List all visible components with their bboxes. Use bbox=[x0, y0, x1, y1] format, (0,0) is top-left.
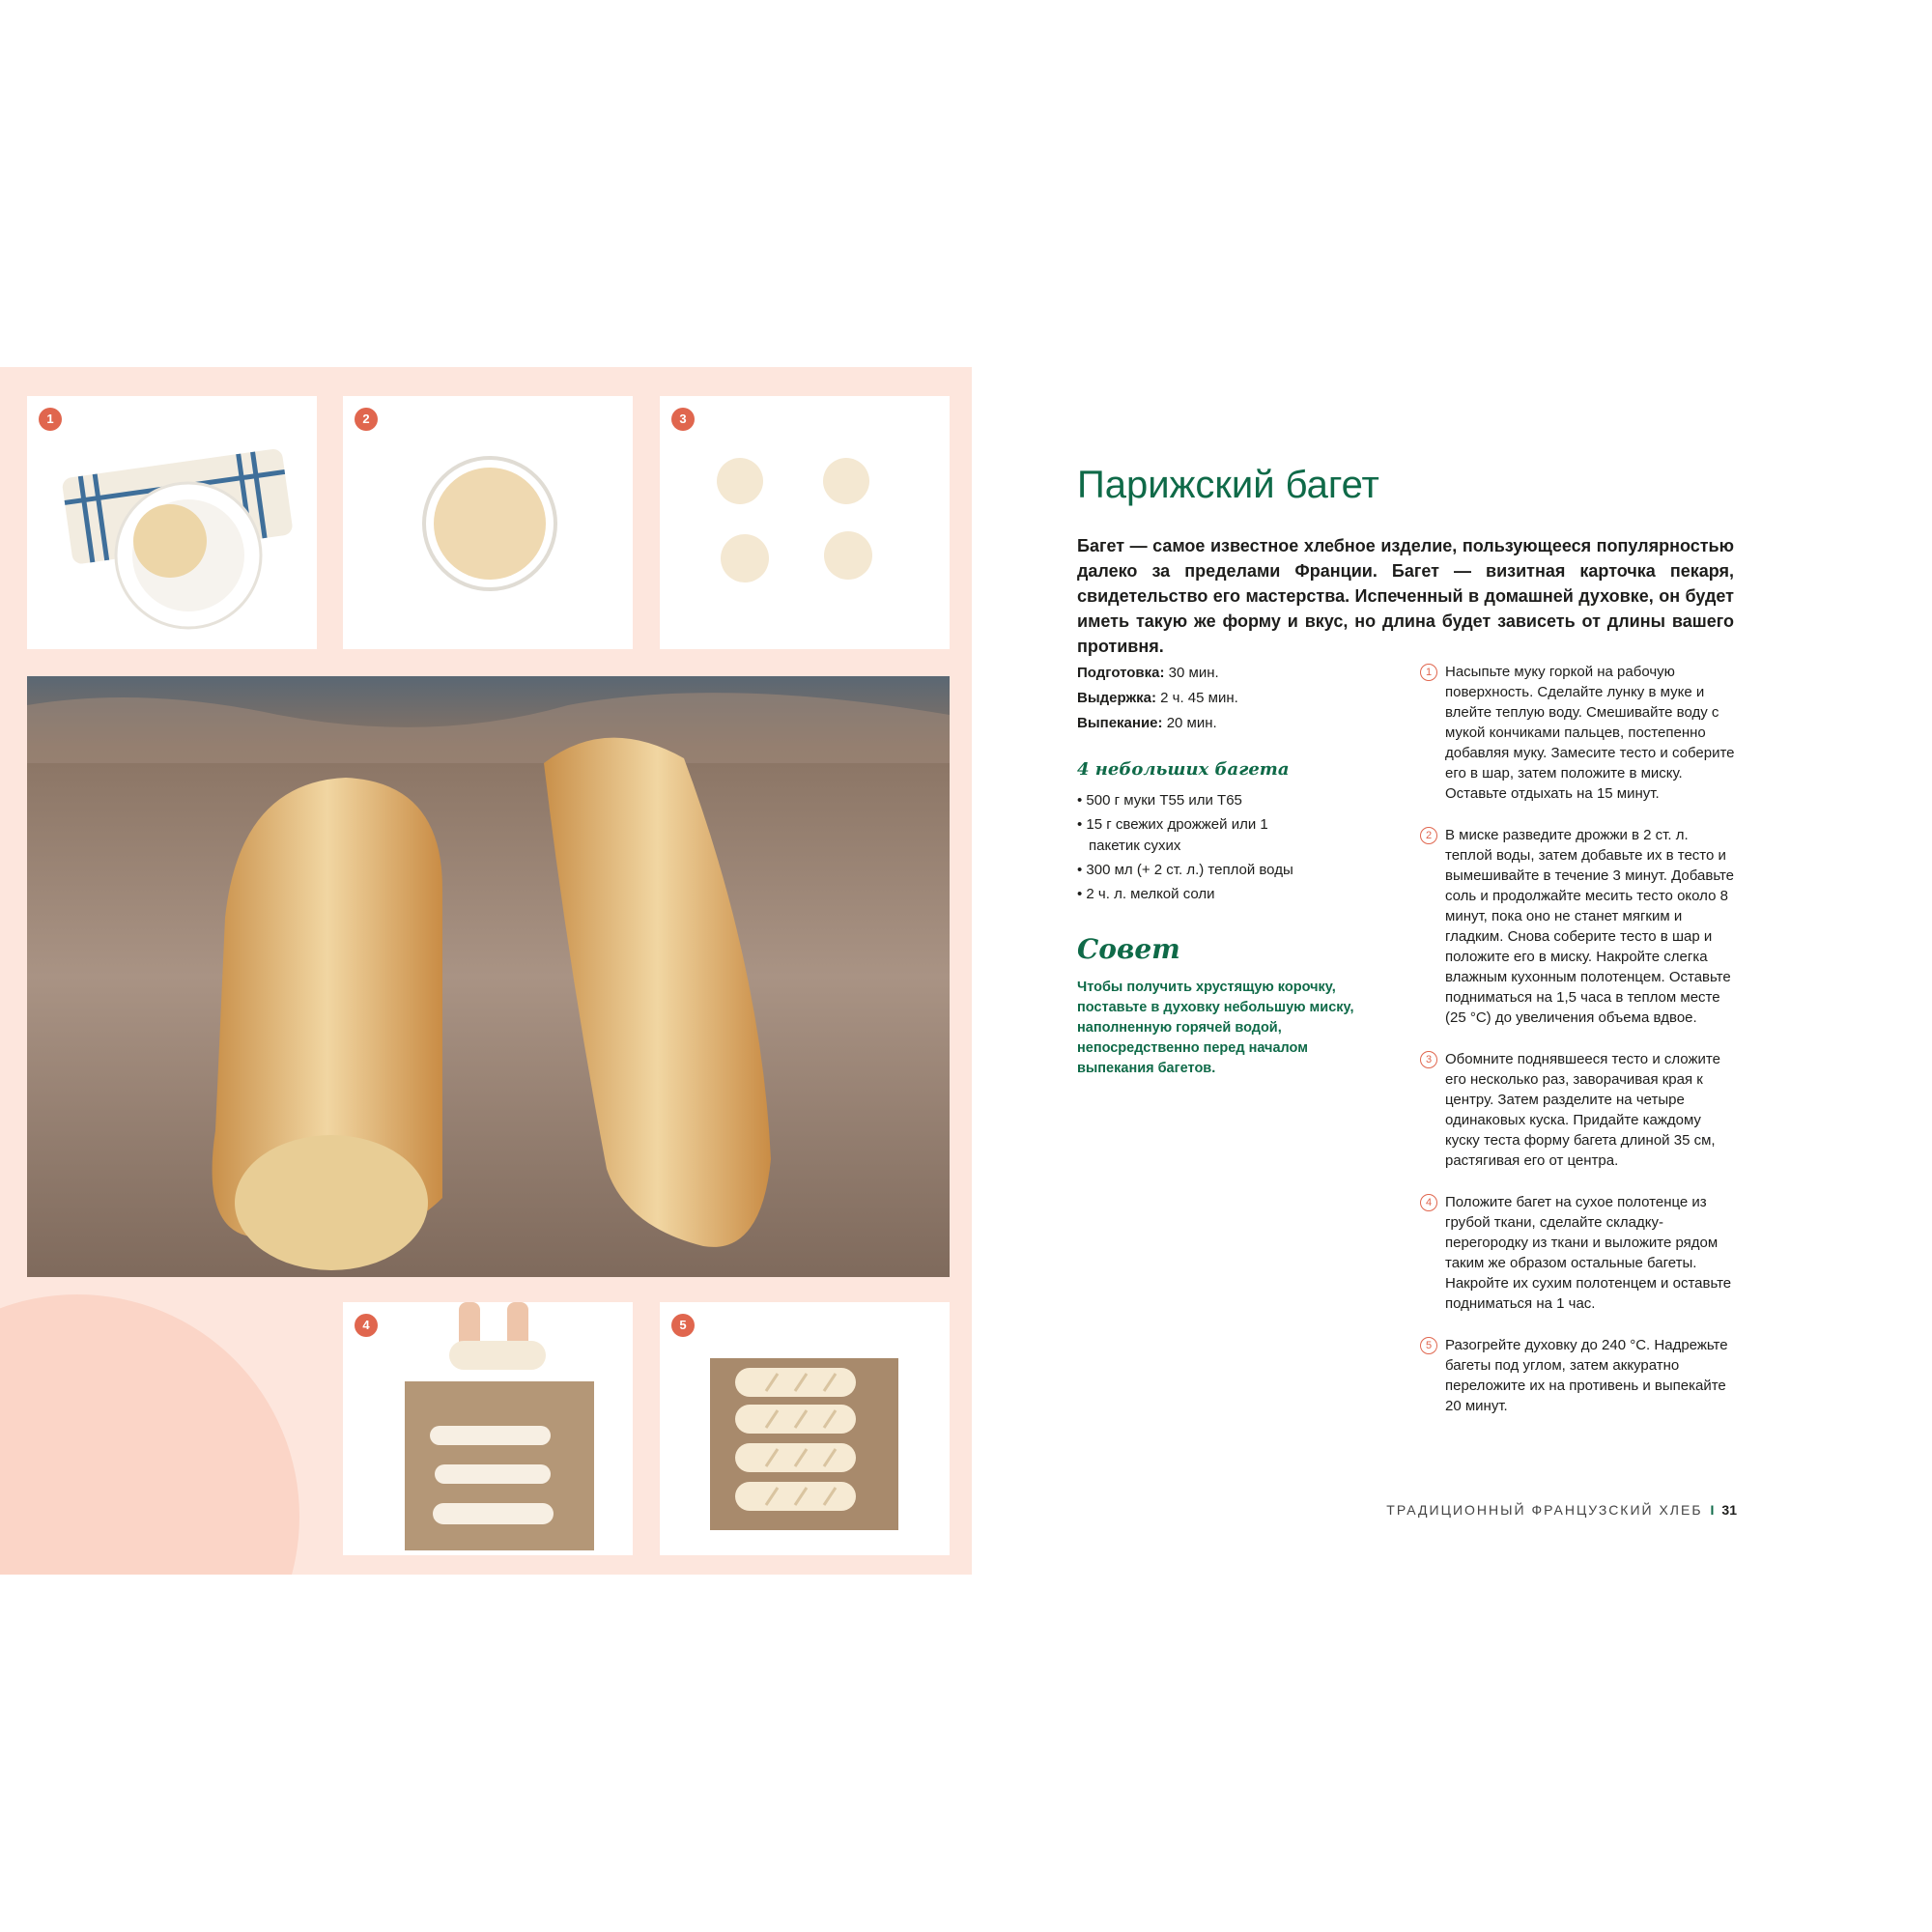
method-step bbox=[1420, 1049, 1739, 1171]
ingredient-item: • 15 г свежих дрожжей или 1 пакетик сухих bbox=[1077, 816, 1268, 854]
ingredient-item: • 300 мл (+ 2 ст. л.) теплой воды bbox=[1077, 862, 1293, 878]
step-text: Обомните поднявшееся тесто и сложите его несколько раз, заворачивая края к центру. Затем разделите на четыре одинаковых куска. Придайте каждому куску теста форму багета длиной 35 см, растягивая его от центра. bbox=[1445, 1051, 1720, 1169]
step-badge-4: 4 bbox=[355, 1314, 378, 1337]
tip-title: Совет bbox=[1077, 933, 1180, 965]
timing-block bbox=[1077, 661, 1238, 736]
step-number-icon: 4 bbox=[1420, 1194, 1437, 1211]
risen-dough-bowl-illustration bbox=[343, 396, 633, 649]
ingredients-title: 4 небольших багета bbox=[1077, 759, 1290, 780]
bake-time: Выпекание: 20 мин. bbox=[1077, 715, 1217, 731]
step-text: Насыпьте муку горкой на рабочую поверхность. Сделайте лунку в муке и влейте теплую воду. Смешивайте воду с мукой кончиками пальцев, постепенно добавляя муку. Замесите тесто и соберите его в шар, затем положите в миску. Оставьте отдыхать на 15 минут. bbox=[1445, 664, 1735, 802]
recipe-title: Парижский багет bbox=[1077, 464, 1379, 506]
shaping-baguettes-illustration bbox=[343, 1302, 633, 1555]
step-text: Разогрейте духовку до 240 °C. Надрежьте багеты под углом, затем аккуратно переложите их на противень и выпекайте 20 минут. bbox=[1445, 1337, 1728, 1414]
step-text: Положите багет на сухое полотенце из грубой ткани, сделайте складку-перегородку из ткани и выложите рядом таким же образом остальные багеты. Накройте их сухим полотенцем и оставьте подниматься на 1 час. bbox=[1445, 1194, 1732, 1312]
footer-separator: I bbox=[1710, 1502, 1715, 1518]
decorative-circle bbox=[0, 1294, 299, 1575]
bowl-towel-illustration bbox=[27, 396, 317, 649]
step-photo-5 bbox=[660, 1302, 950, 1555]
step-badge-1: 1 bbox=[39, 408, 62, 431]
step-number-icon: 2 bbox=[1420, 827, 1437, 844]
step-photo-2 bbox=[343, 396, 633, 649]
step-photo-4 bbox=[343, 1302, 633, 1555]
tip-text: Чтобы получить хрустящую корочку, поставьте в духовку небольшую миску, наполненную горячей водой, непосредственно перед началом выпекания багетов. bbox=[1077, 980, 1354, 1076]
step-number-icon: 3 bbox=[1420, 1051, 1437, 1068]
step-text: В миске разведите дрожжи в 2 ст. л. теплой воды, затем добавьте их в тесто и вымешивайте в течение 3 минут. Добавьте соль и продолжайте месить тесто около 8 минут, пока оно не станет мягким и гладким. Снова соберите тесто в шар и положите его в миску. Накройте слегка влажным кухонным полотенцем. Оставьте подниматься на 1,5 часа в теплом месте (25 °C) до увеличения объема вдвое. bbox=[1445, 827, 1735, 1026]
ingredient-item: • 500 г муки Т55 или Т65 bbox=[1077, 792, 1242, 809]
ingredients-list bbox=[1077, 790, 1321, 908]
rest-time: Выдержка: 2 ч. 45 мин. bbox=[1077, 690, 1238, 706]
step-photo-1 bbox=[27, 396, 317, 649]
prep-time: Подготовка: 30 мин. bbox=[1077, 665, 1219, 681]
baguettes-on-linen-illustration bbox=[27, 676, 950, 1277]
method-step bbox=[1420, 825, 1739, 1028]
dough-balls-illustration bbox=[660, 396, 950, 649]
ingredient-item: • 2 ч. л. мелкой соли bbox=[1077, 886, 1215, 902]
section-title: ТРАДИЦИОННЫЙ ФРАНЦУЗСКИЙ ХЛЕБ bbox=[1386, 1502, 1703, 1518]
step-number-icon: 1 bbox=[1420, 664, 1437, 681]
step-badge-2: 2 bbox=[355, 408, 378, 431]
step-photo-3 bbox=[660, 396, 950, 649]
recipe-intro: Багет — самое известное хлебное изделие, пользующееся популярностью далеко за пределами Франции. Багет — визитная карточка пекаря, свидетельство его мастерства. Испеченный в домашней духовке, он будет иметь такую же форму и вкус, но длина будет зависеть от длины вашего противня. bbox=[1077, 536, 1734, 656]
scored-baguettes-illustration bbox=[660, 1302, 950, 1555]
method-step bbox=[1420, 1335, 1739, 1416]
step-badge-3: 3 bbox=[671, 408, 695, 431]
main-baguette-photo bbox=[27, 676, 950, 1277]
page-number: 31 bbox=[1721, 1502, 1737, 1518]
step-number-icon: 5 bbox=[1420, 1337, 1437, 1354]
method-steps bbox=[1420, 662, 1739, 1437]
method-step bbox=[1420, 1192, 1739, 1314]
page-footer bbox=[1386, 1502, 1737, 1518]
step-badge-5: 5 bbox=[671, 1314, 695, 1337]
method-step bbox=[1420, 662, 1739, 804]
